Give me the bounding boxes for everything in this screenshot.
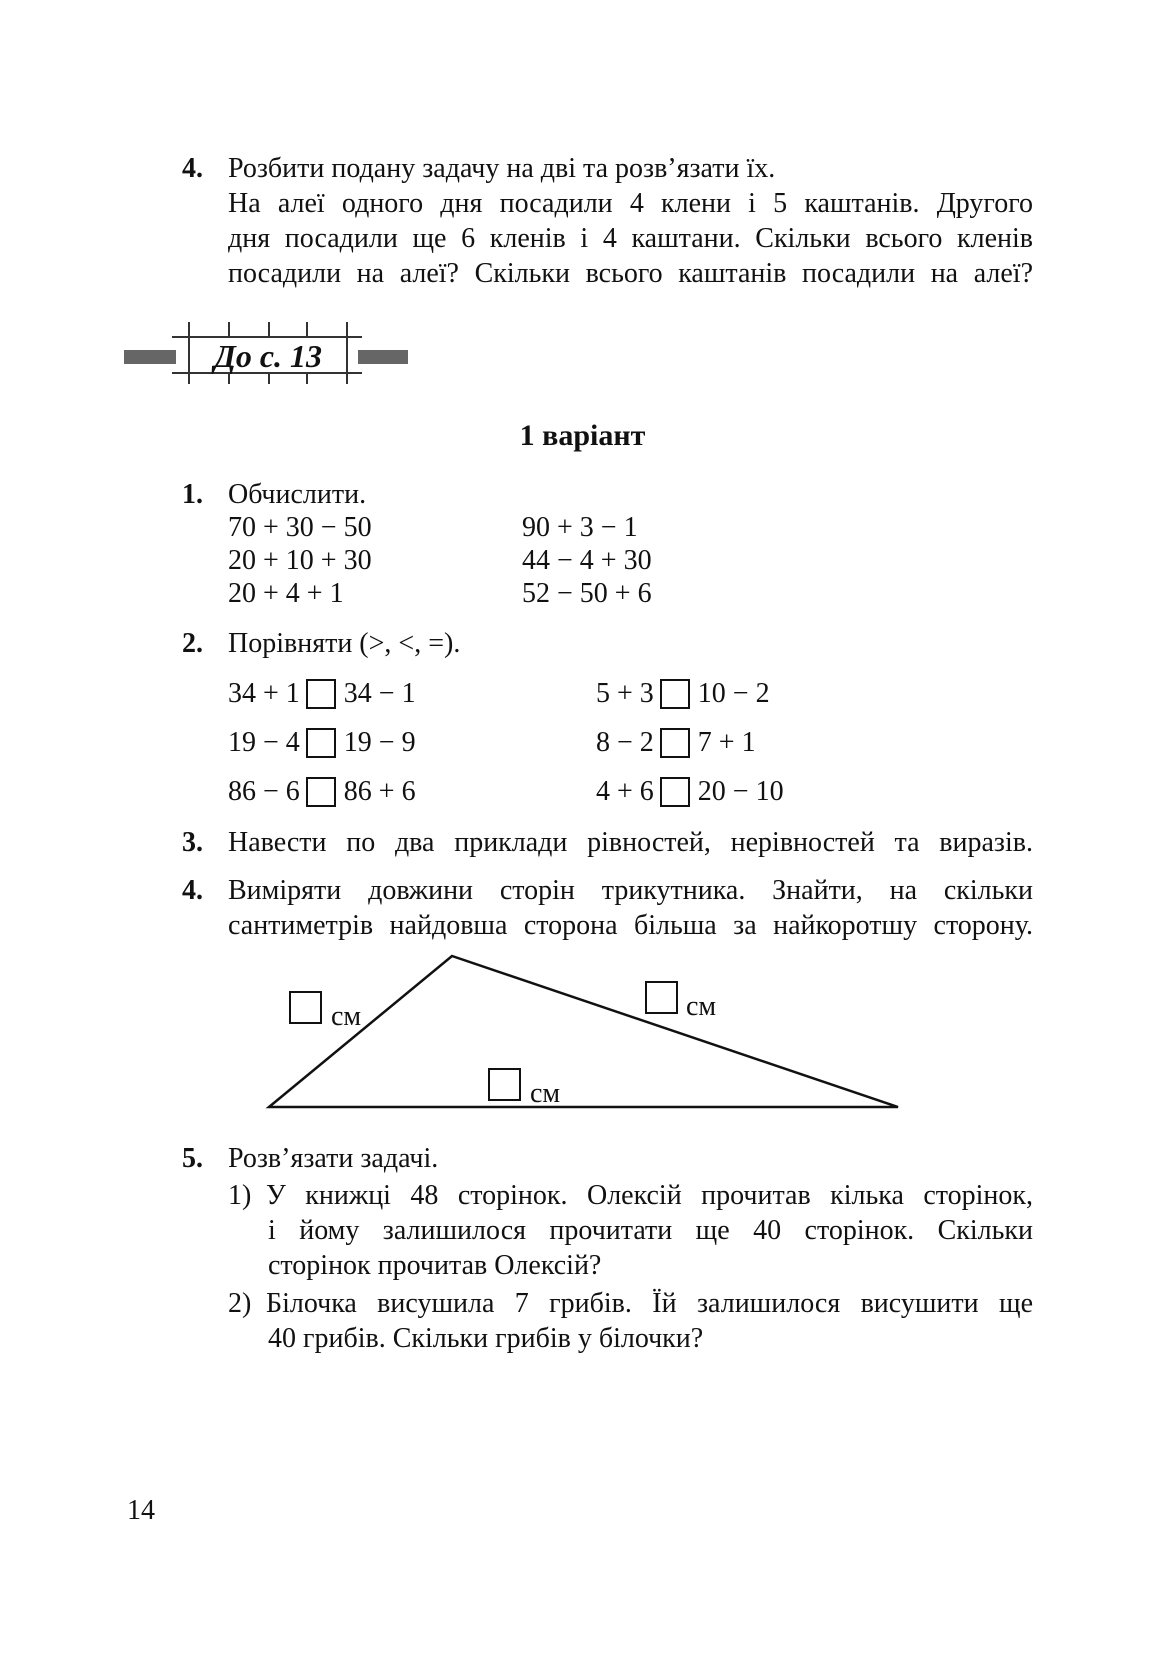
- compare-lhs: 86 − 6: [228, 776, 300, 807]
- problem-2-line-2: 40 грибів. Скільки грибів у білочки?: [268, 1323, 704, 1354]
- task5-title: Розв’язати задачі.: [228, 1143, 439, 1174]
- problem-1-marker: 1): [228, 1180, 252, 1211]
- task1-number: 1.: [182, 479, 203, 510]
- compare-lhs: 5 + 3: [596, 678, 654, 709]
- task4-line-2: сантиметрів найдовша сторона більша за найкоротшу сторону.: [228, 910, 1033, 941]
- task1-expr-left-3: 20 + 4 + 1: [228, 578, 344, 609]
- compare-rhs: 34 − 1: [343, 678, 416, 709]
- side-right-unit: см: [686, 991, 717, 1022]
- compare-rhs: 86 + 6: [343, 776, 416, 807]
- prev-task-number: 4.: [182, 153, 203, 184]
- variant-title: 1 варіант: [519, 419, 646, 452]
- task1-expr-right-1: 90 + 3 − 1: [522, 512, 638, 543]
- side-left-answer-box[interactable]: [289, 991, 322, 1024]
- task5-number: 5.: [182, 1143, 203, 1174]
- task1-expr-left-2: 20 + 10 + 30: [228, 545, 372, 576]
- side-left-unit: см: [331, 1001, 362, 1032]
- task4-line-1: Виміряти довжини сторін трикутника. Знайти, на скільки: [228, 875, 1033, 906]
- problem-2-line-1: Білочка висушила 7 грибів. Їй залишилося висушити ще: [266, 1288, 1033, 1319]
- compare-lhs: 4 + 6: [596, 776, 654, 807]
- page-number: 14: [127, 1495, 155, 1526]
- problem-1-line-3: сторінок прочитав Олексій?: [268, 1250, 602, 1281]
- task3-number: 3.: [182, 827, 203, 858]
- prev-task-title: Розбити подану задачу на дві та розв’язати їх.: [228, 153, 776, 184]
- triangle: [269, 956, 898, 1107]
- task2-title: Порівняти (>, <, =).: [228, 628, 461, 659]
- problem-2-marker: 2): [228, 1288, 252, 1319]
- compare-lhs: 19 − 4: [228, 727, 300, 758]
- prev-task-line-1: На алеї одного дня посадили 4 клени і 5 каштанів. Другого: [228, 188, 1033, 219]
- prev-task-line-2: дня посадили ще 6 кленів і 4 каштани. Скільки всього кленів: [228, 223, 1033, 254]
- side-bottom-unit: см: [530, 1078, 561, 1109]
- task1-expr-right-2: 44 − 4 + 30: [522, 545, 652, 576]
- task1-expr-right-3: 52 − 50 + 6: [522, 578, 652, 609]
- compare-lhs: 8 − 2: [596, 727, 654, 758]
- task1-expr-left-1: 70 + 30 − 50: [228, 512, 372, 543]
- task3-text: Навести по два приклади рівностей, нерівностей та виразів.: [228, 827, 1033, 858]
- problem-1-line-2: і йому залишилося прочитати ще 40 сторінок. Скільки: [268, 1215, 1033, 1246]
- compare-rhs: 7 + 1: [697, 727, 756, 758]
- task1-title: Обчислити.: [228, 479, 367, 510]
- compare-rhs: 20 − 10: [697, 776, 784, 807]
- compare-rhs: 10 − 2: [697, 678, 770, 709]
- task2-number: 2.: [182, 628, 203, 659]
- side-right-answer-box[interactable]: [645, 981, 678, 1014]
- compare-rhs: 19 − 9: [343, 727, 416, 758]
- problem-1-line-1: У книжці 48 сторінок. Олексій прочитав кілька сторінок,: [266, 1180, 1033, 1211]
- compare-lhs: 34 + 1: [228, 678, 300, 709]
- prev-task-line-3: посадили на алеї? Скільки всього каштанів посадили на алеї?: [228, 258, 1033, 289]
- section-label: До с. 13: [213, 338, 323, 374]
- task4-number: 4.: [182, 875, 203, 906]
- side-bottom-answer-box[interactable]: [488, 1068, 521, 1101]
